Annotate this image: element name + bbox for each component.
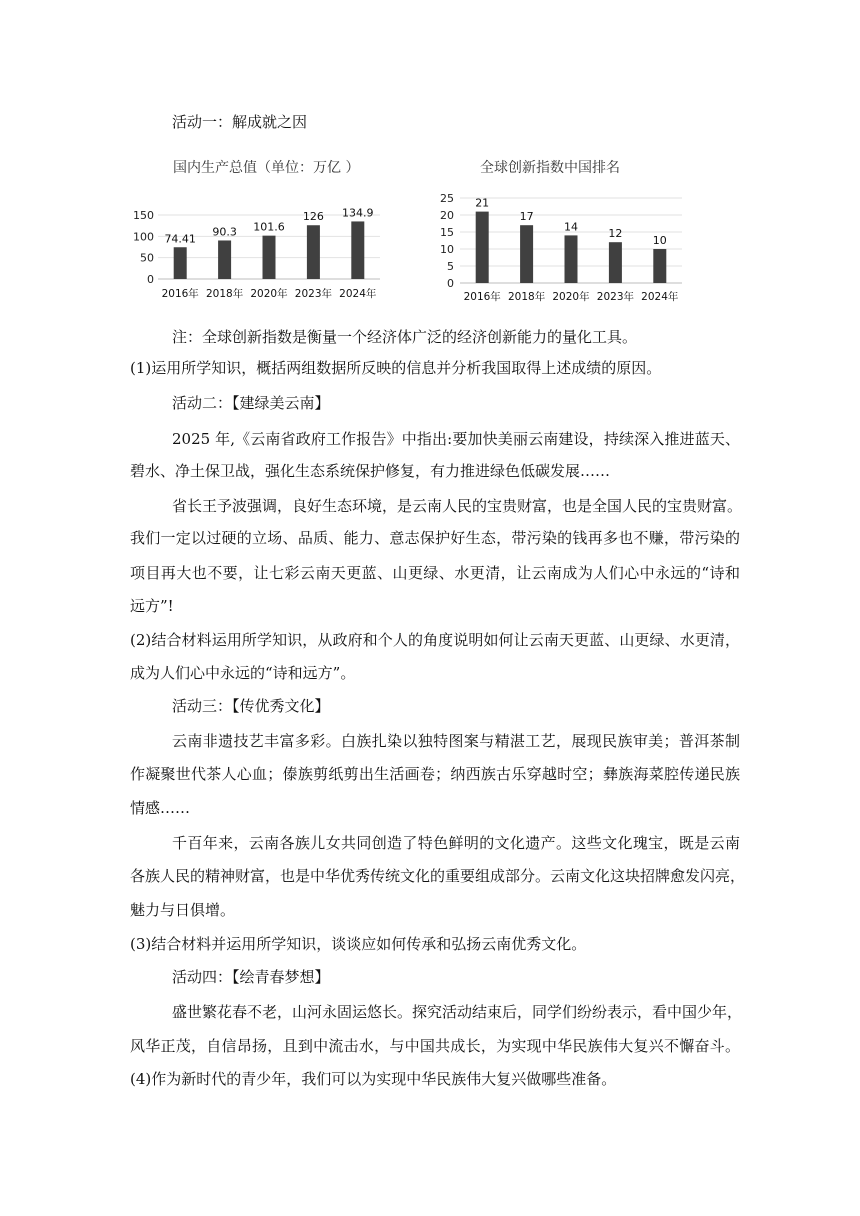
x-tick-label: 2020年 xyxy=(552,291,590,303)
chart-note: 注：全球创新指数是衡量一个经济体广泛的经济创新能力的量化工具。 xyxy=(172,328,638,346)
activity2-para2-line4: 远方”! xyxy=(130,597,174,615)
y-tick-label: 0 xyxy=(147,273,154,286)
activity2-para2-line2: 我们一定以过硬的立场、品质、能力、意志保护好生态，带污染的钱再多也不赚，带污染的 xyxy=(130,529,740,547)
y-tick-label: 0 xyxy=(447,277,454,290)
x-tick-label: 2016年 xyxy=(463,291,501,303)
data-label: 134.9 xyxy=(342,206,374,220)
question-2-line1: (2)结合材料运用所学知识，从政府和个人的角度说明如何让云南天更蓝、山更绿、水更清， xyxy=(130,631,740,649)
activity3-heading: 活动三：【传优秀文化】 xyxy=(172,697,330,715)
activity3-para1-line1: 云南非遗技艺丰富多彩。白族扎染以独特图案与精湛工艺，展现民族审美；普洱茶制 xyxy=(172,732,740,750)
bar xyxy=(263,236,276,279)
question-3: (3)结合材料并运用所学知识，谈谈应如何传承和弘扬云南优秀文化。 xyxy=(130,935,587,953)
y-tick-label: 15 xyxy=(440,226,454,239)
bar xyxy=(476,212,489,283)
y-tick-label: 10 xyxy=(440,243,454,256)
activity3-para2-line3: 魅力与日俱增。 xyxy=(130,901,236,919)
bar xyxy=(565,235,578,283)
data-label: 126 xyxy=(302,210,324,224)
y-tick-label: 20 xyxy=(440,209,454,222)
activity4-para1-line1: 盛世繁花春不老，山河永固运悠长。探究活动结束后，同学们纷纷表示，看中国少年， xyxy=(172,1003,743,1021)
gdp-bar-chart xyxy=(128,195,388,305)
y-tick-label: 50 xyxy=(140,251,154,265)
bar xyxy=(351,221,364,279)
bar xyxy=(307,225,320,279)
x-tick-label: 2024年 xyxy=(339,288,377,300)
question-1: (1)运用所学知识，概括两组数据所反映的信息并分析我国取得上述成绩的原因。 xyxy=(130,359,662,377)
gdp-chart-title: 国内生产总值（单位：万亿 ） xyxy=(173,160,360,176)
activity2-para1-line2: 碧水、净土保卫战，强化生态系统保护修复，有力推进绿色低碳发展…… xyxy=(130,462,611,480)
question-2-line2: 成为人们心中永远的“诗和远方”。 xyxy=(130,664,356,682)
data-label: 10 xyxy=(652,234,667,247)
bar xyxy=(609,242,622,283)
activity3-para2-line2: 各族人民的精神财富，也是中华优秀传统文化的重要组成部分。云南文化这块招牌愈发闪亮， xyxy=(130,867,746,885)
activity2-para2-line1: 省长王予波强调，良好生态环境，是云南人民的宝贵财富，也是全国人民的宝贵财富。 xyxy=(172,497,743,515)
data-label: 17 xyxy=(519,210,534,224)
activity3-para2-line1: 千百年来，云南各族儿女共同创造了特色鲜明的文化遗产。这些文化瑰宝，既是云南 xyxy=(172,834,740,852)
activity1-heading: 活动一：解成就之因 xyxy=(172,113,308,131)
y-tick-label: 25 xyxy=(440,192,454,205)
question-4: (4)作为新时代的青少年，我们可以为实现中华民族伟大复兴做哪些准备。 xyxy=(130,1070,617,1088)
activity2-para1-line1: 2025 年,《云南省政府工作报告》中指出:要加快美丽云南建设，持续深入推进蓝天、 xyxy=(172,430,740,448)
data-label: 90.3 xyxy=(212,225,237,239)
activity3-para1-line2: 作凝聚世代茶人心血；傣族剪纸剪出生活画卷；纳西族古乐穿越时空；彝族海菜腔传递民族 xyxy=(130,765,740,783)
x-tick-label: 2023年 xyxy=(294,288,333,300)
x-tick-label: 2018年 xyxy=(205,288,244,300)
bar xyxy=(520,225,533,283)
activity2-heading: 活动二：【建绿美云南】 xyxy=(172,394,330,412)
activity3-para1-line3: 情感…… xyxy=(130,799,191,817)
bar xyxy=(174,247,187,279)
innovation-rank-bar-chart xyxy=(432,188,692,306)
x-tick-label: 2024年 xyxy=(641,291,679,303)
data-label: 14 xyxy=(564,220,578,234)
data-label: 101.6 xyxy=(253,220,285,234)
data-label: 12 xyxy=(608,227,623,241)
innovation-chart-title: 全球创新指数中国排名 xyxy=(480,160,620,176)
x-tick-label: 2016年 xyxy=(161,288,199,300)
activity4-para1-line2: 风华正茂，自信昂扬，且到中流击水，与中国共成长，为实现中华民族伟大复兴不懈奋斗。 xyxy=(130,1037,740,1055)
bar xyxy=(218,240,231,279)
data-label: 21 xyxy=(475,196,490,210)
y-tick-label: 100 xyxy=(133,230,154,244)
x-tick-label: 2023年 xyxy=(596,291,635,303)
activity4-heading: 活动四：【绘青春梦想】 xyxy=(172,968,330,986)
y-tick-label: 150 xyxy=(133,209,154,222)
bar xyxy=(653,249,666,283)
x-tick-label: 2018年 xyxy=(507,291,546,303)
activity2-para2-line3: 项目再大也不要，让七彩云南天更蓝、山更绿、水更清，让云南成为人们心中永远的“诗和 xyxy=(130,564,740,582)
y-tick-label: 5 xyxy=(447,260,454,273)
x-tick-label: 2020年 xyxy=(250,288,288,300)
data-label: 74.41 xyxy=(164,232,196,246)
